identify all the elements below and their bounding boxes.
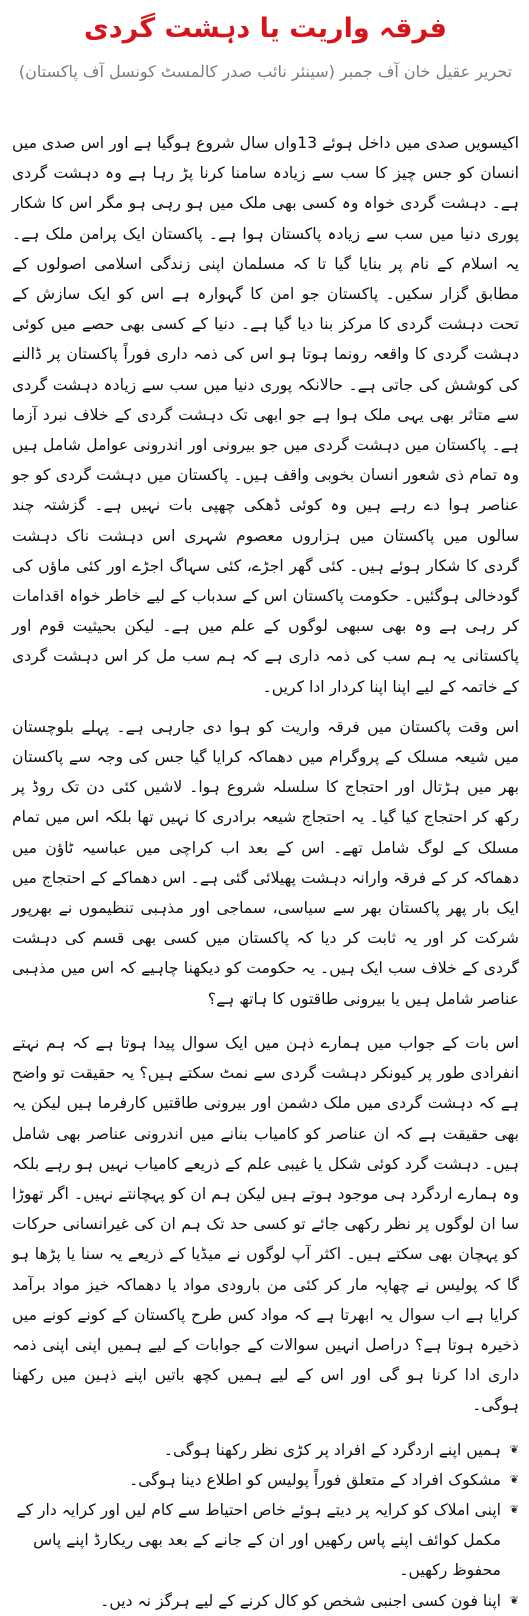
list-item [12,1465,519,1495]
tip-text: ہمیں اپنے اردگرد کے افراد پر کڑی نظر رکھنا ہوگی۔ [163,1440,501,1459]
bullet-leaf-icon: ❦ [509,1502,519,1516]
article-byline: تحریر عقیل خان آف جمبر (سینئر نائب صدر کالمسٹ کونسل آف پاکستان) [18,62,513,81]
paragraph-responsibility: اس بات کے جواب میں ہمارے ذہن میں ایک سوال پیدا ہوتا ہے کہ ہم نہتے انفرادی طور پر کیونکر دہشت گردی سے نمٹ سکتے ہیں؟ یہ حقیقت تو واضح ہے کہ دہشت گردی میں ملک دشمن اور بیرونی طاقتیں کارفرما ہیں لیکن یہ بھی حقیقت ہے کہ ان عناصر کو کامیاب بنانے میں اندرونی عناصر بھی شامل ہیں۔ دہشت گرد کوئی شکل یا غیبی علم کے ذریعے کامیاب نہیں ہو رہے بلکہ وہ ہمارے اردگرد ہی موجود ہوتے ہیں لیکن ہم ان کو پہچانتے نہیں۔ اگر تھوڑا سا ان لوگوں پر نظر رکھی جائے تو کسی حد تک ہم ان کی غیرانسانی حرکات کو پہچان بھی سکتے ہیں۔ اکثر آپ لوگوں نے میڈیا کے ذریعے یہ سنا یا پڑھا ہو گا کہ پولیس نے چھاپہ مار کر کئی من بارودی مواد یا دھماکہ خیز مواد برآمد کرایا ہے اب سوال یہ ابھرتا ہے کہ مواد کس طرح پاکستان کے کونے کونے میں ذخیرہ ہوتا ہے؟ دراصل انہیں سوالات کے جوابات کے لیے ہمیں اپنی اپنی ذمہ داری ادا کرنا ہو گی اور اس کے لیے ہمیں کچھ باتیں اپنے ذہین میں رکھنا ہوگی۔ [12,1033,519,1415]
safety-tips-list [12,1435,519,1616]
tip-text: اپنی املاک کو کرایہ پر دیتے ہوئے خاص احتیاط سے کام لیں اور کرایہ دار کے مکمل کوائف اپنے پاس رکھیں اور ان کے جانے کے بعد بھی ریکارڈ اپنے پاس محفوظ رکھیں۔ [16,1500,501,1580]
list-item [12,1495,519,1586]
article-body [12,128,519,1616]
tip-text: اپنا فون کسی اجنبی شخص کو کال کرنے کے لیے ہرگز نہ دیں۔ [100,1591,501,1610]
bullet-leaf-icon: ❦ [509,1472,519,1486]
article-title: فرقہ واریت یا دہشت گردی [84,13,447,44]
bullet-leaf-icon: ❦ [509,1593,519,1607]
tip-text: مشکوک افراد کے متعلق فوراً پولیس کو اطلاع دینا ہوگی۔ [129,1470,501,1489]
paragraph-sectarianism: اس وقت پاکستان میں فرقہ واریت کو ہوا دی جارہی ہے۔ پہلے بلوچستان میں شیعہ مسلک کے پروگرام میں دھماکہ کرایا گیا جس کی وجہ سے پاکستان بھر میں ہڑتال اور احتجاج کا سلسلہ شروع ہوا۔ لاشیں کئی دن تک روڈ پر رکھ کر احتجاج کیا گیا۔ یہ احتجاج شیعہ برادری کا نہیں تھا بلکہ اس میں تمام مسلک کے لوگ شامل تھے۔ اس کے بعد اب کراچی میں عباسیہ ٹاؤن میں دھماکہ کر کے فرقہ وارانہ دہشت پھیلائی گئی ہے۔ اس دھماکے کے احتجاج میں ایک بار پھر پاکستان بھر سے سیاسی، سماجی اور مذہبی تنظیموں نے بھرپور شرکت کر اور یہ ثابت کر دیا کہ پاکستان میں کسی بھی قسم کی دہشت گردی کے خلاف سب ایک ہیں۔ یہ حکومت کو دیکھنا چاہیے کہ اس میں مذہبی عناصر شامل ہیں یا بیرونی طاقتوں کا ہاتھ ہے؟ [11,717,519,1008]
bullet-leaf-icon: ❦ [509,1442,519,1456]
list-item [12,1435,519,1465]
list-item [12,1586,519,1616]
paragraph-intro: اکیسویں صدی میں داخل ہوئے 13واں سال شروع ہوگیا ہے اور اس صدی میں انسان کو جس چیز کا سب سے زیادہ سامنا کرنا پڑ رہا ہے وہ دہشت گردی ہے۔ دہشت گردی خواہ وہ کسی بھی ملک میں ہو رہی ہو مگر اس کا شکار پوری دنیا میں سب سے زیادہ پاکستان ہوا ہے۔ پاکستان ایک پرامن ملک ہے۔ یہ اسلام کے نام پر بنایا گیا تا کہ مسلمان اپنی زندگی اسلامی اصولوں کے مطابق گزار سکیں۔ پاکستان جو امن کا گہوارہ ہے اس کو ایک سازش کے تحت دہشت گردی کا مرکز بنا دیا گیا ہے۔ دنیا کے کسی بھی حصے میں کوئی دہشت گردی کا واقعہ رونما ہوتا ہو اس کی ذمہ داری فوراً پاکستان پر ڈالنے کی کوشش کی جاتی ہے۔ حالانکہ پوری دنیا میں سب سے زیادہ دہشت گردی سے متاثر بھی یہی ملک ہوا ہے جو ابھی تک دہشت گردی کے خلاف نبرد آزما ہے۔ پاکستان میں دہشت گردی میں جو بیرونی اور اندرونی عوامل شامل ہیں وہ تمام ذی شعور انسان بخوبی واقف ہیں۔ پاکستان میں دہشت گردی کو جو عناصر ہوا دے رہے ہیں وہ کوئی ڈھکی چھپی بات نہیں ہے۔ گزشتہ چند سالوں میں پاکستان میں ہزاروں معصوم شہری اس دہشت ناک دہشت گردی کا شکار ہوئے ہیں۔ کئی گھر اجڑے، کئی سہاگ اجڑے اور کئی ماؤں کی گودخالی ہوگئیں۔ حکومت پاکستان اس کے سدباب کے لیے خاطر خواہ اقدامات کر رہی ہے وہ بھی سبھی لوگوں کے علم میں ہے۔ لیکن بحیثیت قوم اور پاکستانی یہ ہم سب کی ذمہ داری ہے کہ ہم سب مل کر اس دہشت گردی کے خاتمہ کے لیے اپنا اپنا کردار ادا کریں۔ [12,134,519,696]
